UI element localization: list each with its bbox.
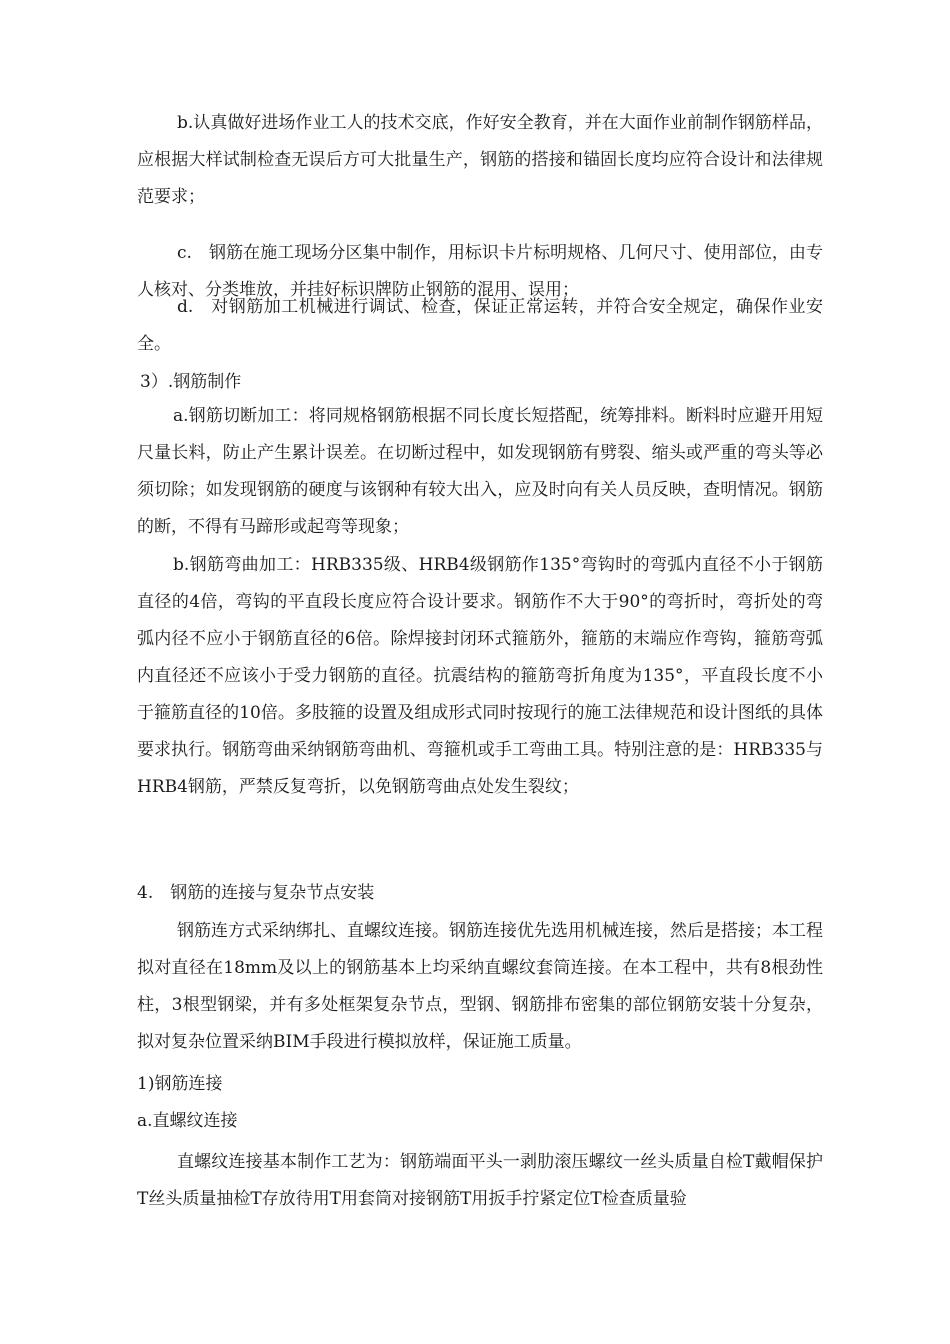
paragraph-cutting: a.钢筋切断加工：将同规格钢筋根据不同长度长短搭配，统筹排料。断料时应避开用短尺量长料，防止产生累计误差。在切断过程中，如发现钢筋有劈裂、缩头或严重的弯头等必须切除；如发现钢筋的硬度与该钢种有较大出入，应及时向有关人员反映，查明情况。钢筋的断，不得有马蹄形或起弯等现象；	[137, 406, 823, 537]
paragraph-bending: b.钢筋弯曲加工：HRB335级、HRB4级钢筋作135°弯钩时的弯弧内直径不小于钢筋直径的4倍，弯钩的平直段长度应符合设计要求。钢筋作不大于90°的弯折时，弯折处的弯弧内径不应小于钢筋直径的6倍。除焊接封闭环式箍筋外，箍筋的末端应作弯钩，箍筋弯弧内直径还不应该小于受力钢筋的直径。抗震结构的箍筋弯折角度为135°，平直段长度不小于箍筋直径的10倍。多肢箍的设置及组成形式同时按现行的施工法律规范和设计图纸的具体要求执行。钢筋弯曲采纳钢筋弯曲机、弯箍机或手工弯曲工具。特别注意的是：HRB335与HRB4钢筋，严禁反复弯折，以免钢筋弯曲点处发生裂纹；	[137, 555, 823, 797]
heading-straight-thread: a.直螺纹连接	[137, 1111, 238, 1131]
paragraph-site-fabrication: c. 钢筋在施工现场分区集中制作，用标识卡片标明规格、几何尺寸、使用部位，由专人核对、分类堆放，并挂好标识牌防止钢筋的混用、误用；	[137, 243, 823, 300]
paragraph-connection-method: 钢筋连方式采纳绑扎、直螺纹连接。钢筋连接优先选用机械连接，然后是搭接；本工程拟对直径在18mm及以上的钢筋基本上均采纳直螺纹套筒连接。在本工程中，共有8根劲性柱，3根型钢梁，并有多处框架复杂节点，型钢、钢筋排布密集的部位钢筋安装十分复杂，拟对复杂位置采纳BIM手段进行模拟放样，保证施工质量。	[137, 921, 823, 1052]
heading-rebar-connection: 1)钢筋连接	[137, 1074, 223, 1094]
heading-connection-nodes: 4. 钢筋的连接与复杂节点安装	[137, 883, 375, 903]
paragraph-machine-checks: d. 对钢筋加工机械进行调试、检查，保证正常运转，并符合安全规定，确保作业安全。	[137, 297, 823, 354]
heading-rebar-fabrication: 3）.钢筋制作	[140, 372, 242, 392]
paragraph-technical-briefing: b.认真做好进场作业工人的技术交底，作好安全教育，并在大面作业前制作钢筋样品，应根据大样试制检查无误后方可大批量生产，钢筋的搭接和锚固长度均应符合设计和法律规范要求；	[137, 113, 823, 207]
paragraph-thread-process: 直螺纹连接基本制作工艺为：钢筋端面平头一剥肋滚压螺纹一丝头质量自检T戴帽保护T丝头质量抽检T存放待用T用套筒对接钢筋T用扳手拧紧定位T检查质量验	[137, 1152, 823, 1209]
